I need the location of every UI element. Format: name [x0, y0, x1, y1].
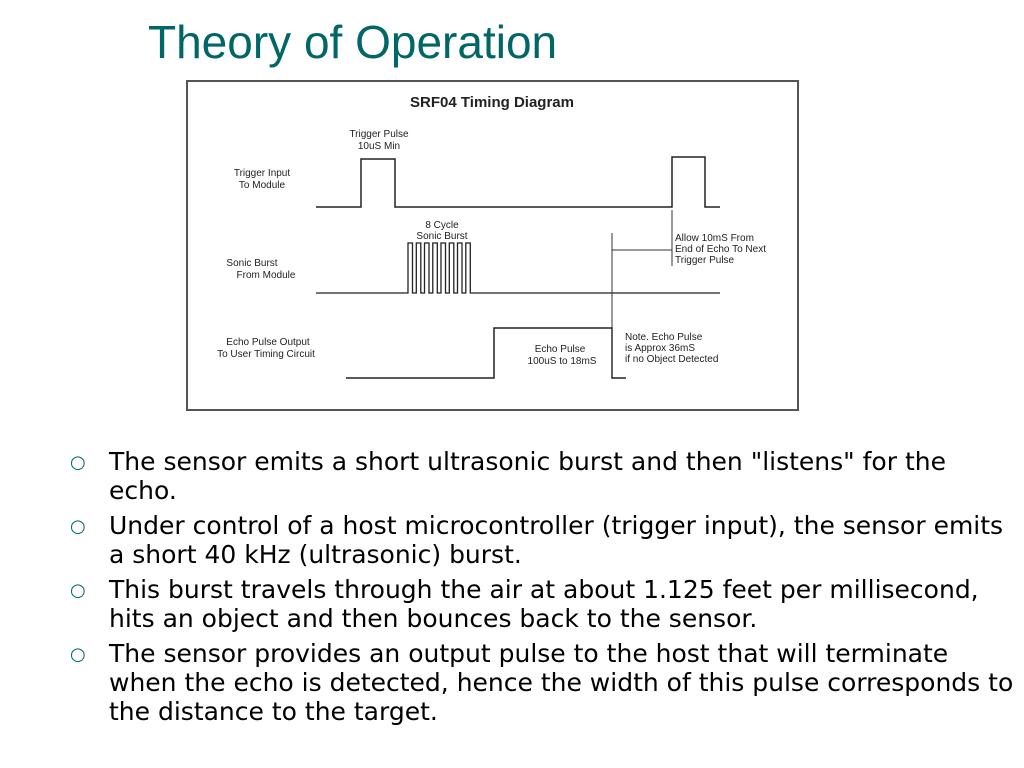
trigger-label-line1: Trigger Input: [233, 168, 291, 179]
hollow-circle-bullet-icon: ○: [70, 644, 86, 665]
bullet-item: [70, 511, 1015, 569]
bullet-text: Under control of a host microcontroller (trigger input), the sensor emits a short 40 kHz (ultrasonic) burst.: [109, 511, 1004, 569]
echo-label-line1: Echo Pulse Output: [226, 337, 310, 348]
echo-pulse-note-line2: 100uS to 18mS: [527, 356, 597, 367]
allow-note-line2: End of Echo To Next: [675, 244, 766, 255]
bullet-text: The sensor emits a short ultrasonic burst and then "listens" for the echo.: [109, 447, 946, 505]
no-object-note-line1: Note. Echo Pulse: [625, 332, 703, 343]
bullet-item: [70, 575, 1015, 633]
bullet-item: [70, 639, 1015, 726]
echo-label-line2: To User Timing Circuit: [217, 349, 315, 360]
burst-cycles-note-line2: Sonic Burst: [416, 231, 468, 242]
diagram-title: SRF04 Timing Diagram: [410, 94, 574, 111]
no-object-note-line3: if no Object Detected: [625, 354, 719, 365]
allow-note-line1: Allow 10mS From: [675, 233, 754, 244]
burst-label-line1: Sonic Burst: [226, 258, 278, 269]
trigger-pulse-note-line2: 10uS Min: [357, 141, 401, 152]
bullet-text: The sensor provides an output pulse to the host that will terminate when the echo is detected, hence the width of this pulse corresponds to the distance to the target.: [109, 639, 1014, 726]
echo-pulse-note-line1: Echo Pulse: [534, 344, 586, 355]
bullet-text: This burst travels through the air at about 1.125 feet per millisecond, hits an object and then bounces back to the sensor.: [109, 575, 979, 633]
slide-title: Theory of Operation: [148, 16, 558, 68]
timing-diagram-figure: [186, 80, 800, 412]
burst-cycles-note-line1: 8 Cycle: [425, 220, 459, 231]
burst-label-line2: From Module: [236, 270, 296, 281]
allow-note-line3: Trigger Pulse: [675, 255, 735, 266]
hollow-circle-bullet-icon: ○: [70, 516, 86, 537]
no-object-note-line2: is Approx 36mS: [625, 343, 696, 354]
timing-diagram: [186, 80, 800, 412]
trigger-label-line2: To Module: [238, 180, 286, 191]
bullet-item: [70, 447, 1015, 505]
trigger-pulse-note-line1: Trigger Pulse: [349, 129, 409, 140]
bullet-list: [70, 447, 1015, 732]
hollow-circle-bullet-icon: ○: [70, 452, 86, 473]
hollow-circle-bullet-icon: ○: [70, 580, 86, 601]
